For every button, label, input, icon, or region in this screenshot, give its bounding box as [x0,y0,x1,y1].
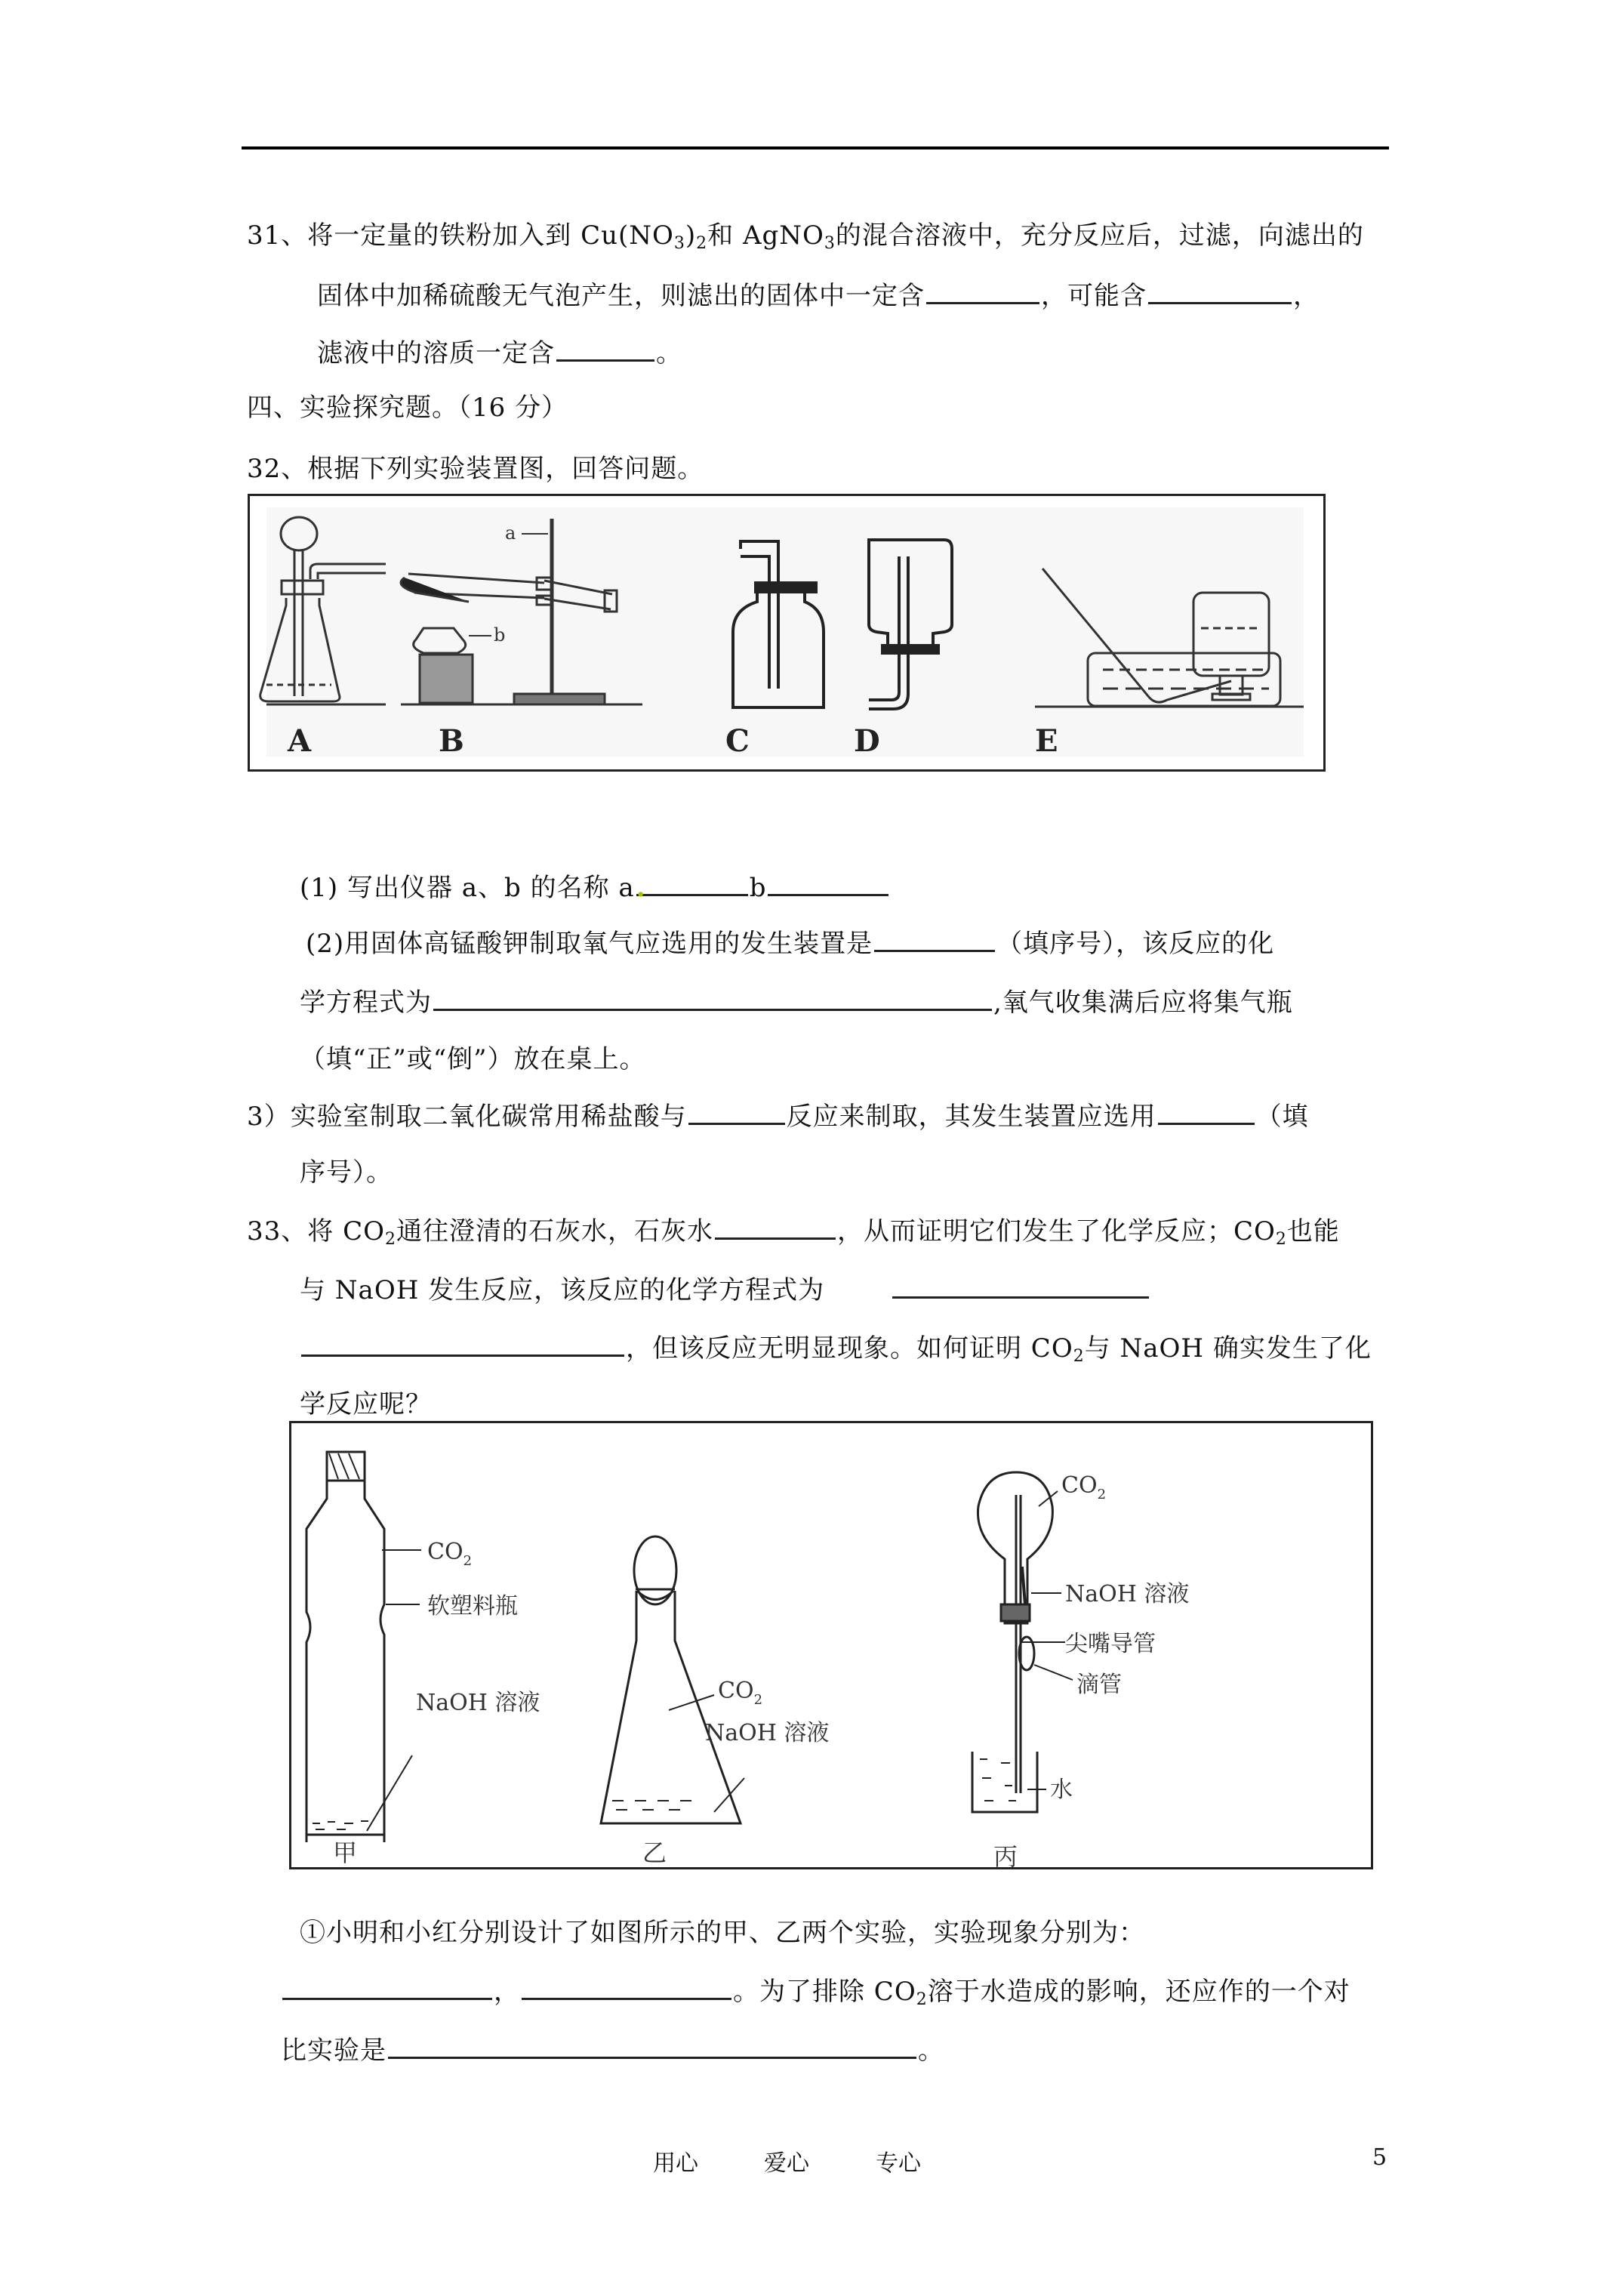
subscript: 3 [824,234,836,253]
q33-text: 也能 [1286,1216,1340,1247]
jia-bottle [306,1452,421,1842]
q31-text: ， [1293,281,1320,311]
section-title: 四、实验探究题。（16 分） [247,393,568,423]
bing-naoh-label: NaOH 溶液 [1065,1581,1190,1607]
bing-apparatus [972,1472,1073,1812]
q32-part2-line3: （填“正”或“倒”）放在桌上。 [300,1044,646,1074]
q31-line1 [247,219,1364,252]
bing-dropper-label: 滴管 [1076,1672,1122,1698]
q32-text: b [749,873,767,903]
co2-naoh-figure [289,1421,1373,1869]
q31-text: ，可能含 [1041,281,1147,311]
q31-text: 31、将一定量的铁粉加入到 Cu(NO [247,220,674,251]
footer-motto-1: 用心 [653,2150,698,2177]
q32-part2-line2 [300,986,1293,1019]
jia-co2-label: $CO_2$ [427,1539,473,1569]
apparatus-figure [248,494,1326,772]
answer-blank[interactable] [715,1215,836,1240]
jia-bottle-label: 软塑料瓶 [427,1593,518,1620]
page-number: 5 [1372,2144,1387,2171]
bing-labels [993,1472,1189,1867]
q32-part3-line2: 序号）。 [300,1157,393,1188]
q32-part2-line1 [306,927,1274,960]
yi-naoh-label: NaOH 溶液 [705,1720,830,1746]
jia-name: 甲 [333,1838,358,1867]
answer-blank[interactable] [892,1274,1149,1299]
q32-text: 反应来制取，其发生装置应选用 [786,1102,1156,1132]
q33-sub1-line1: ①小明和小红分别设计了如图所示的甲、乙两个实验，实验现象分别为： [300,1918,1145,1948]
yi-co2-label: $CO_2$ [718,1678,763,1708]
answer-blank-a[interactable] [636,871,748,903]
q33-line2 [300,1274,1150,1307]
yi-name: 乙 [642,1838,667,1867]
stray-dot: . [636,873,646,903]
label-b: B [439,723,464,759]
bing-name: 丙 [993,1842,1018,1867]
q33-sub1-line3 [281,2034,944,2067]
q33-sub1-line2 [281,1975,1350,2008]
footer-motto-2: 爱心 [764,2150,809,2177]
q32-part3-line1 [247,1100,1309,1133]
q31-line3 [317,337,682,370]
subscript: 2 [696,234,708,253]
footer-motto-3: 专心 [876,2150,921,2177]
subscript: 2 [1275,1230,1287,1249]
answer-blank[interactable] [301,1332,624,1357]
q33-line4: 学反应呢？ [300,1389,432,1419]
answer-blank[interactable] [556,337,654,362]
q33-text: ，但该反应无明显现象。如何证明 CO [626,1333,1073,1364]
q33-text: 比实验是 [281,2036,387,2066]
q31-text: 滤液中的溶质一定含 [317,338,555,368]
label-c: C [725,723,750,759]
callout-a: a [505,522,516,544]
q31-line2 [317,279,1320,313]
q32-stem: 32、根据下列实验装置图，回答问题。 [247,454,704,484]
q33-text: 33、将 CO [247,1216,385,1247]
q31-text: 的混合溶液中，充分反应后，过滤，向滤出的 [835,220,1364,251]
q32-text: (2)用固体高锰酸钾制取氧气应选用的发生装置是 [306,929,873,959]
q31-text: 固体中加稀硫酸无气泡产生，则滤出的固体中一定含 [317,281,925,311]
jia-naoh-label: NaOH 溶液 [416,1690,540,1716]
q32-text: 3）实验室制取二氧化碳常用稀盐酸与 [247,1102,687,1132]
subscript: 2 [384,1230,396,1249]
label-a: A [288,723,312,759]
answer-blank-b[interactable] [768,871,888,896]
q33-text: 。 [918,2036,944,2066]
q32-text: 学方程式为 [300,988,432,1018]
bing-co2-label: $CO_2$ [1061,1472,1107,1502]
answer-blank[interactable] [688,1100,785,1125]
label-e: E [1035,723,1058,759]
q33-text: 溶于水造成的影响，还应作的一个对 [927,1977,1350,2007]
answer-blank[interactable] [388,2034,916,2059]
q32-part1 [300,871,890,905]
q31-text: ) [685,220,697,251]
answer-blank[interactable] [433,986,992,1011]
answer-blank[interactable] [282,1975,492,2000]
co2-naoh-drawing [291,1423,1371,1867]
q32-text: (1) 写出仪器 a、b 的名称 a [300,873,635,903]
answer-blank[interactable] [926,279,1039,304]
q32-text: ,氧气收集满后应将集气瓶 [993,988,1293,1018]
label-d: D [854,723,880,759]
q33-line3 [300,1332,1372,1365]
q33-text: ， [494,1977,520,2007]
q33-text: 与 NaOH 发生反应，该反应的化学方程式为 [300,1275,825,1305]
q32-text: （填 [1255,1102,1309,1132]
header-rule [242,146,1389,149]
q31-text: 。 [656,338,682,368]
q33-text: 。为了排除 CO [733,1977,916,2007]
yi-labels [642,1678,829,1867]
answer-blank[interactable] [1158,1100,1255,1125]
q33-line1 [247,1215,1340,1248]
apparatus-drawing [250,496,1323,769]
bing-tip-label: 尖嘴导管 [1065,1631,1156,1657]
answer-blank[interactable] [874,927,995,952]
subscript: 2 [916,1990,928,2009]
callout-b: b [494,624,506,646]
answer-blank[interactable] [522,1975,731,2000]
subscript: 2 [1073,1347,1085,1366]
bing-water-label: 水 [1050,1777,1073,1803]
subscript: 3 [673,234,685,253]
q32-text: （填序号），该反应的化 [996,929,1275,959]
q33-text: 通往澄清的石灰水，石灰水 [396,1216,713,1247]
q33-text: ，从而证明它们发生了化学反应；CO [836,1216,1276,1247]
q33-text: 与 NaOH 确实发生了化 [1084,1333,1372,1364]
q31-text: 和 AgNO [707,220,824,251]
jia-labels [333,1539,540,1867]
answer-blank[interactable] [1148,279,1292,304]
